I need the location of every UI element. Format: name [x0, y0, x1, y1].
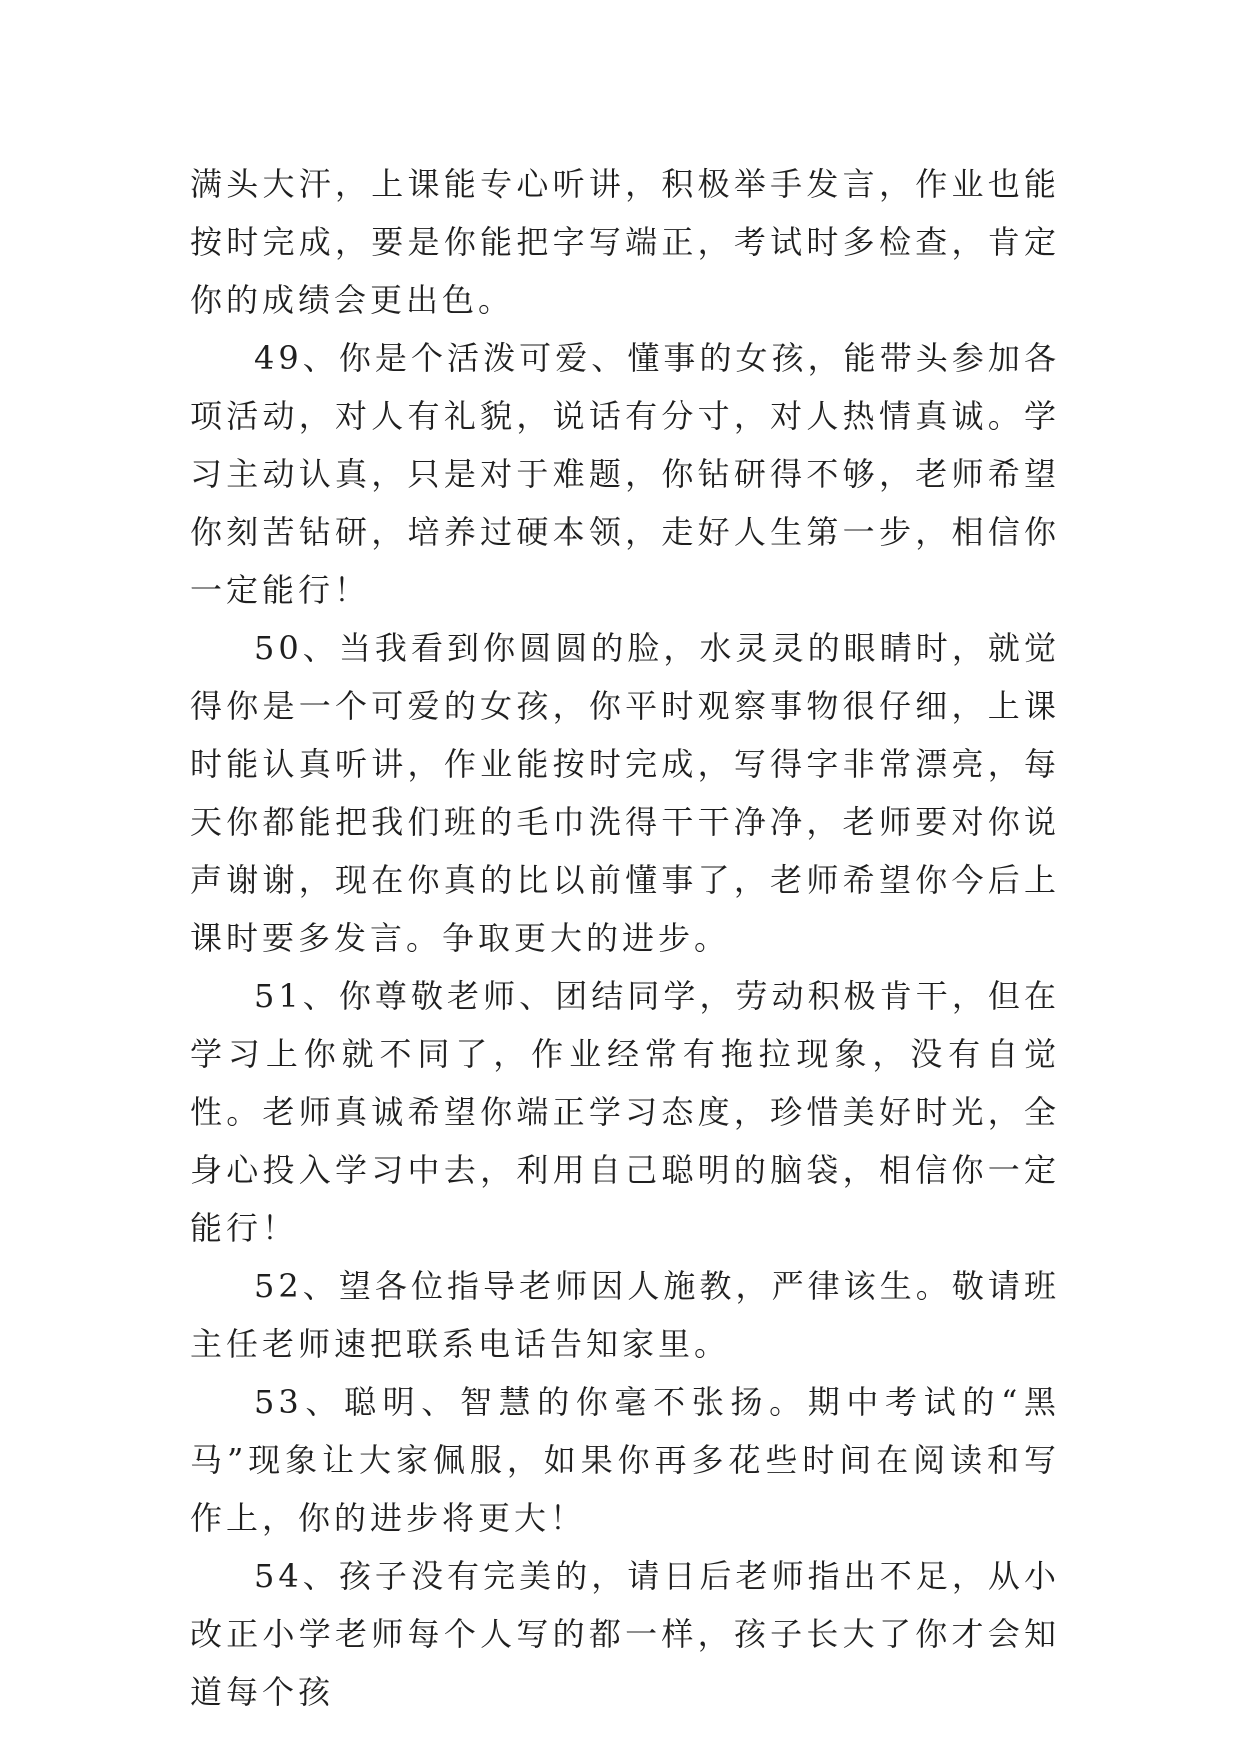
paragraph-53: 53、聪明、智慧的你毫不张扬。期中考试的“黑马”现象让大家佩服，如果你再多花些时间在阅读和写作上，你的进步将更大！ — [190, 1383, 1060, 1537]
paragraph-49: 49、你是个活泼可爱、懂事的女孩，能带头参加各项活动，对人有礼貌，说话有分寸，对人热情真诚。学习主动认真，只是对于难题，你钻研得不够，老师希望你刻苦钻研，培养过硬本领，走好人生第一步，相信你一定能行！ — [190, 339, 1060, 609]
paragraph-continuation: 满头大汗，上课能专心听讲，积极举手发言，作业也能按时完成，要是你能把字写端正，考试时多检查，肯定你的成绩会更出色。 — [190, 165, 1060, 319]
document-body — [190, 155, 1060, 1721]
paragraph-51: 51、你尊敬老师、团结同学，劳动积极肯干，但在学习上你就不同了，作业经常有拖拉现象，没有自觉性。老师真诚希望你端正学习态度，珍惜美好时光，全身心投入学习中去，利用自己聪明的脑袋，相信你一定能行！ — [190, 977, 1060, 1247]
paragraph-50: 50、当我看到你圆圆的脸，水灵灵的眼睛时，就觉得你是一个可爱的女孩，你平时观察事物很仔细，上课时能认真听讲，作业能按时完成，写得字非常漂亮，每天你都能把我们班的毛巾洗得干干净净，老师要对你说声谢谢，现在你真的比以前懂事了，老师希望你今后上课时要多发言。争取更大的进步。 — [190, 629, 1060, 957]
paragraph-52: 52、望各位指导老师因人施教，严律该生。敬请班主任老师速把联系电话告知家里。 — [190, 1267, 1060, 1363]
paragraph-54: 54、孩子没有完美的，请日后老师指出不足，从小改正小学老师每个人写的都一样，孩子长大了你才会知道每个孩 — [190, 1557, 1060, 1711]
